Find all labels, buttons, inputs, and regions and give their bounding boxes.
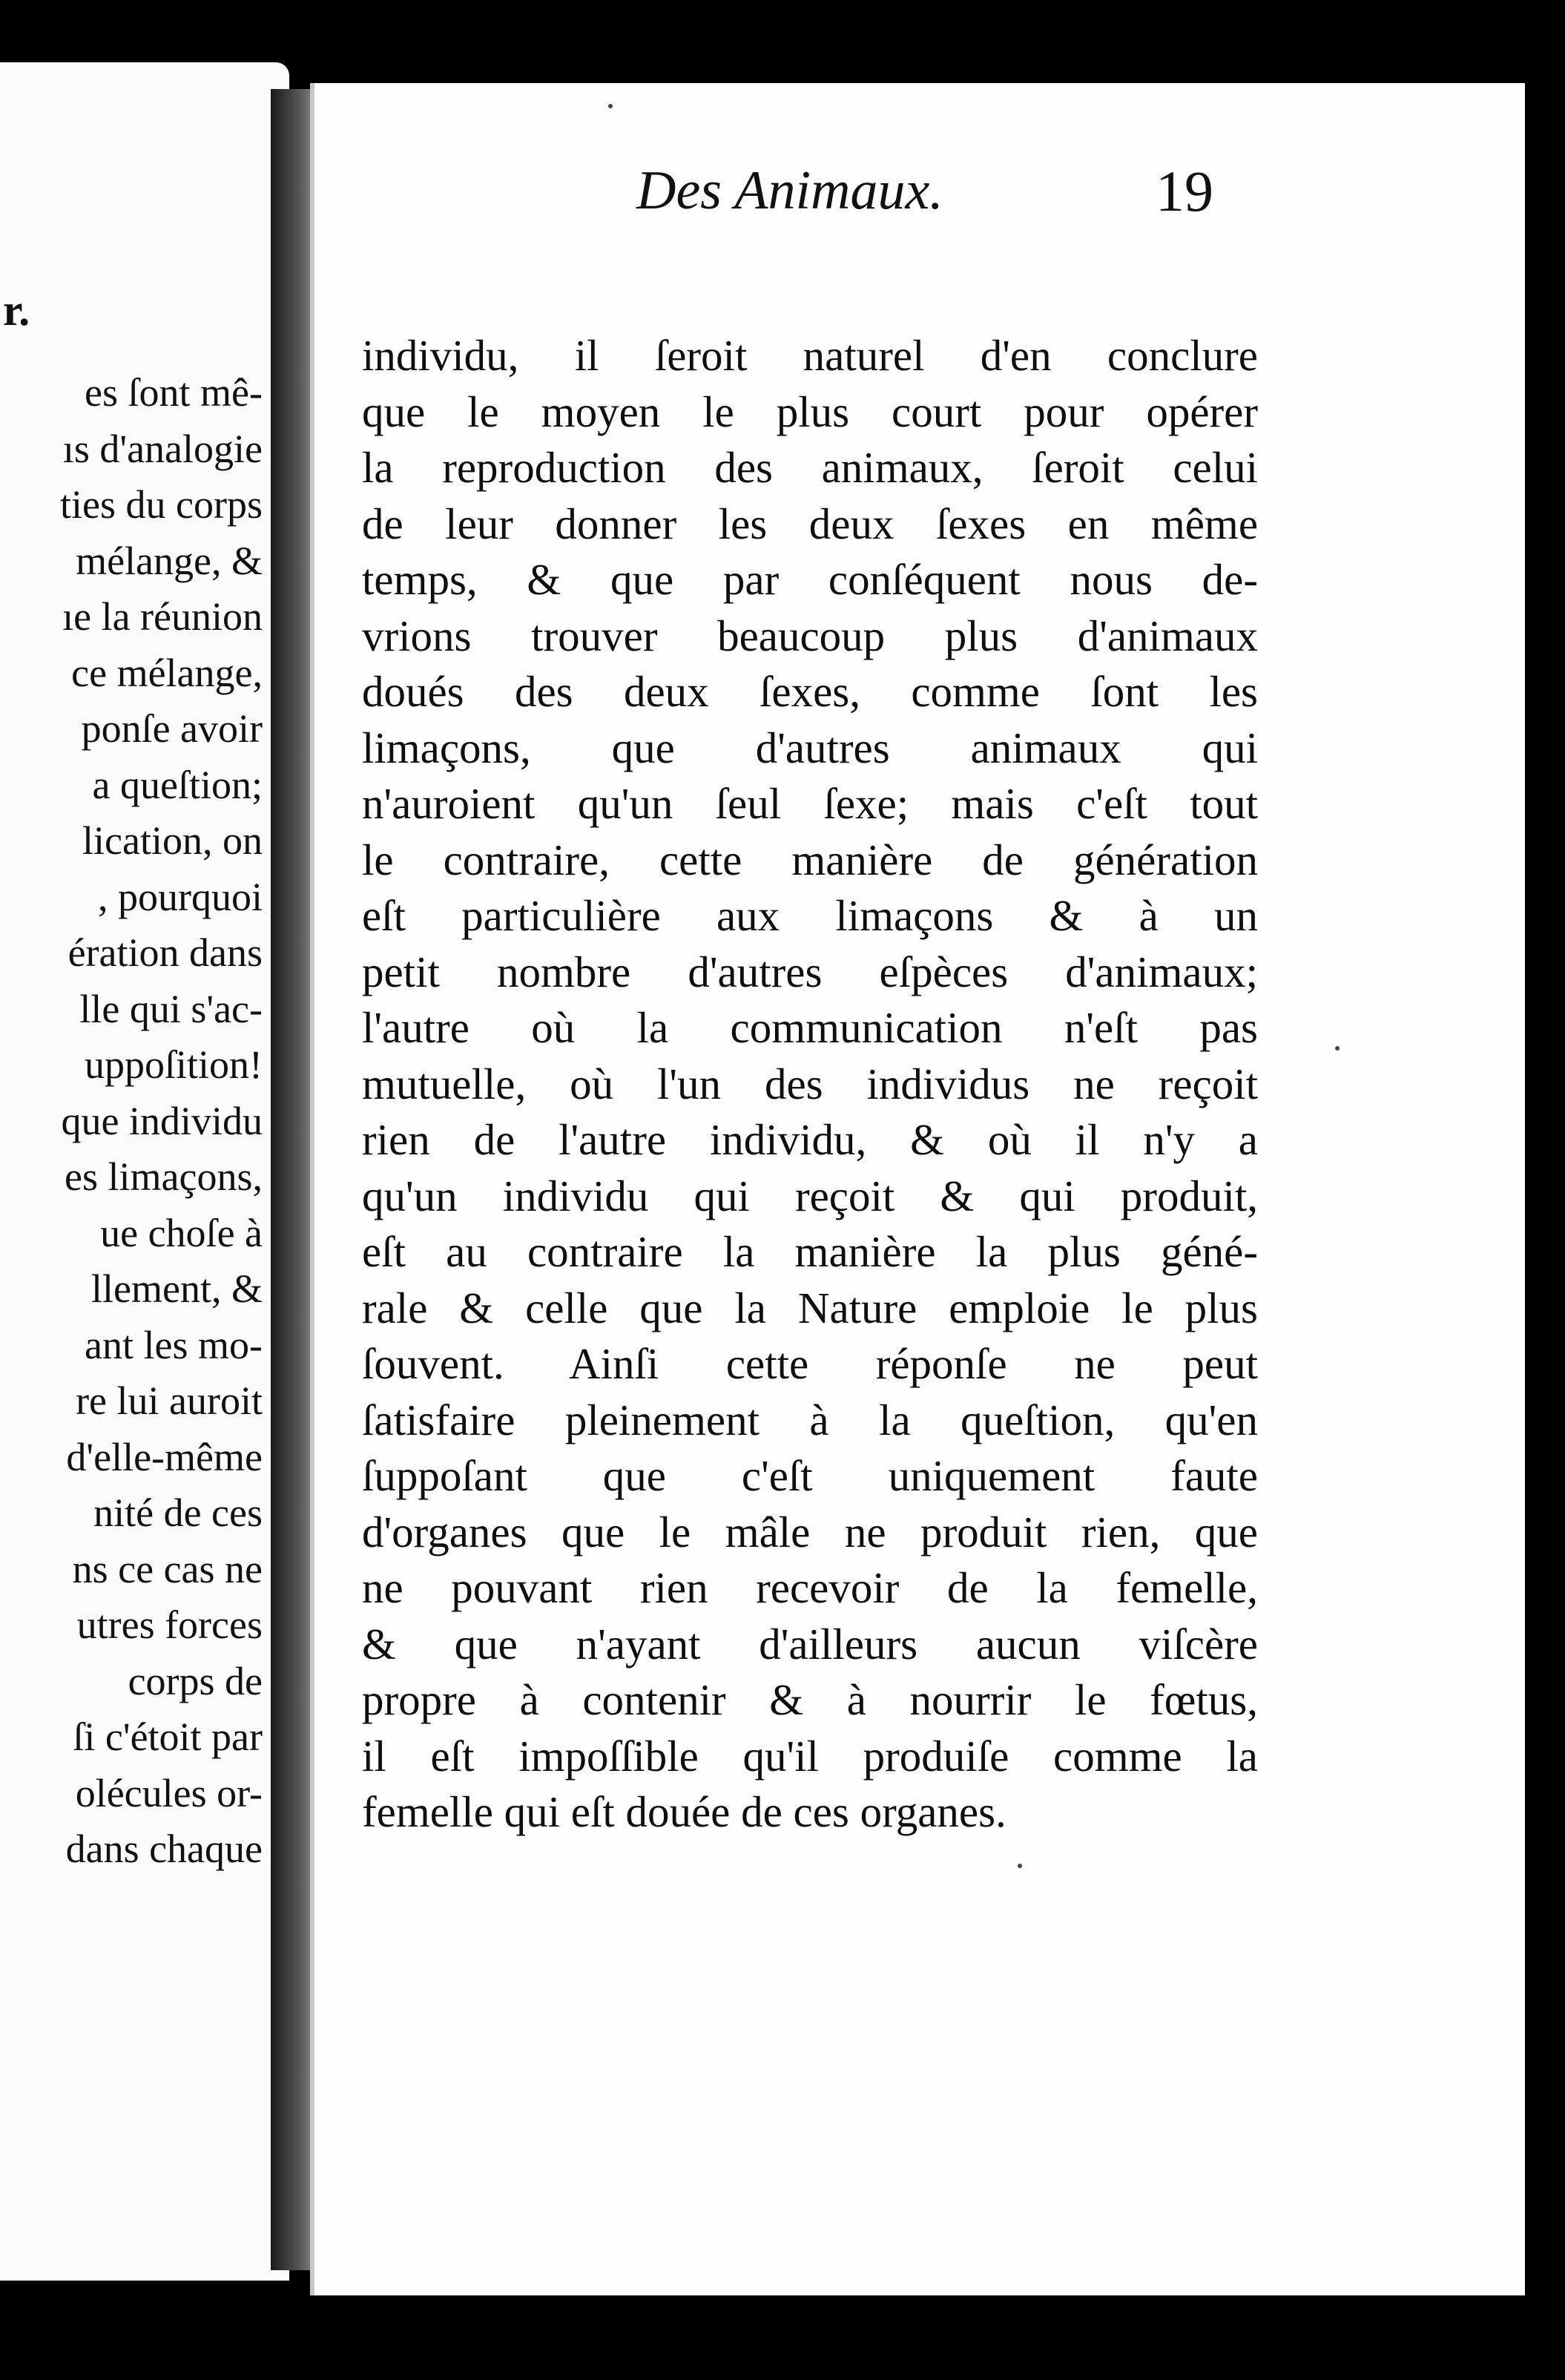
left-line: olécules or- xyxy=(75,1770,263,1815)
left-line: llement, & xyxy=(91,1266,263,1311)
left-line: mélange, & xyxy=(76,538,263,583)
left-line: re lui auroit xyxy=(76,1378,263,1423)
text-line: eſt au contraire la manière la plus géné- xyxy=(362,1227,1258,1276)
text-line: petit nombre d'autres eſpèces d'animaux; xyxy=(362,947,1258,996)
left-line: ns ce cas ne xyxy=(72,1546,263,1591)
left-line: utres forces xyxy=(76,1602,263,1647)
text-line: il eſt impoſſible qu'il produiſe comme la xyxy=(362,1731,1258,1781)
running-title: Des Animaux. xyxy=(636,160,943,221)
left-line: d'elle-même xyxy=(66,1434,263,1479)
text-line: femelle qui eſt douée de ces organes. xyxy=(362,1787,1006,1836)
left-line: dans chaque xyxy=(65,1827,263,1871)
left-line: ue choſe à xyxy=(100,1210,263,1255)
left-line: ties du corps xyxy=(60,482,263,527)
left-line: nité de ces xyxy=(93,1490,263,1535)
text-line: n'auroient qu'un ſeul ſexe; mais c'eſt tout xyxy=(362,779,1258,828)
left-line: lication, on xyxy=(82,818,263,863)
text-line: doués des deux ſexes, comme ſont les xyxy=(362,667,1258,716)
left-line: ération dans xyxy=(67,930,263,975)
text-line: l'autre où la communication n'eſt pas xyxy=(362,1003,1258,1052)
page-number: 19 xyxy=(1156,159,1213,223)
left-line: a queſtion; xyxy=(92,762,263,807)
text-line: rale & celle que la Nature emploie le plus xyxy=(362,1283,1258,1332)
left-line: ce mélange, xyxy=(71,650,263,695)
left-facing-page xyxy=(0,62,289,2281)
left-line: , pourquoi xyxy=(98,874,263,919)
left-page-running-head: r. xyxy=(3,286,30,335)
left-line: ant les mo- xyxy=(85,1322,263,1367)
text-line: temps, & que par conſéquent nous de- xyxy=(362,555,1258,604)
left-line: es ſont mê- xyxy=(85,370,263,415)
left-line: corps de xyxy=(128,1658,263,1703)
body-text xyxy=(362,328,1258,1841)
left-line: ſi c'étoit par xyxy=(73,1715,263,1759)
paper-speck xyxy=(1018,1864,1022,1868)
left-line: es limaçons, xyxy=(65,1154,263,1199)
left-line: ıs d'analogie xyxy=(62,426,263,471)
text-line: propre à contenir & à nourrir le fœtus, xyxy=(362,1675,1258,1724)
text-line: la reproduction des animaux, ſeroit celui xyxy=(362,443,1258,492)
text-line: & que n'ayant d'ailleurs aucun viſcère xyxy=(362,1619,1258,1669)
left-line: lle qui s'ac- xyxy=(79,986,263,1031)
left-page-text xyxy=(60,365,263,1878)
left-line: que individu xyxy=(61,1098,263,1143)
text-line: vrions trouver beaucoup plus d'animaux xyxy=(362,611,1258,660)
text-line: ſouvent. Ainſi cette réponſe ne peut xyxy=(362,1339,1258,1388)
text-line: de leur donner les deux ſexes en même xyxy=(362,499,1258,548)
text-line: d'organes que le mâle ne produit rien, que xyxy=(362,1507,1258,1556)
paper-speck xyxy=(1335,1046,1340,1051)
left-line: ponſe avoir xyxy=(81,706,263,751)
running-head xyxy=(325,159,1213,241)
text-line: ſatisfaire pleinement à la queſtion, qu'en xyxy=(362,1395,1258,1444)
left-line: uppoſition! xyxy=(85,1042,263,1087)
text-line: individu, il ſeroit naturel d'en conclure xyxy=(362,331,1258,380)
left-line: ıe la réunion xyxy=(62,594,263,639)
text-line: que le moyen le plus court pour opérer xyxy=(362,387,1258,436)
paper-speck xyxy=(608,104,613,108)
text-line: le contraire, cette manière de génération xyxy=(362,835,1258,884)
text-line: qu'un individu qui reçoit & qui produit, xyxy=(362,1171,1258,1220)
text-line: ſuppoſant que c'eſt uniquement faute xyxy=(362,1451,1258,1500)
text-line: ne pouvant rien recevoir de la femelle, xyxy=(362,1563,1258,1612)
text-line: mutuelle, où l'un des individus ne reçoit xyxy=(362,1059,1258,1108)
text-line: rien de l'autre individu, & où il n'y a xyxy=(362,1115,1258,1164)
text-line: eſt particulière aux limaçons & à un xyxy=(362,891,1258,940)
text-line: limaçons, que d'autres animaux qui xyxy=(362,723,1258,772)
